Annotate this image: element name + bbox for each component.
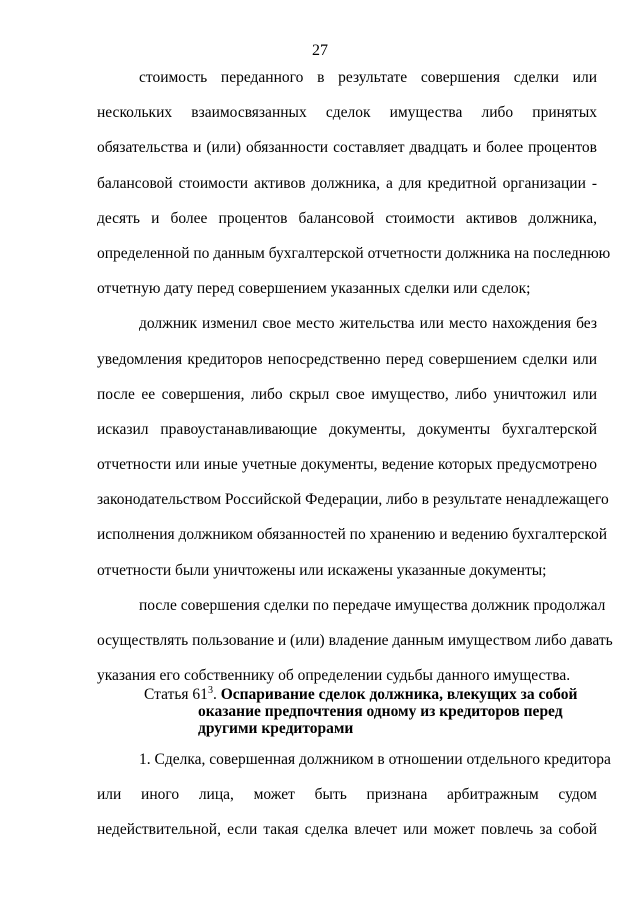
text-line: десять и более процентов балансовой стоимости активов должника, [97,209,597,227]
text-line: указания его собственнику об определении судьбы данного имущества. [97,667,571,685]
text-line: уведомления кредиторов непосредственно перед совершением сделки или [97,350,597,368]
article-label-superscript: 3 [207,685,213,696]
text-line: законодательством Российской Федерации, либо в результате ненадлежащего [97,491,609,509]
document-body-top [97,60,613,693]
text-line: балансовой стоимости активов должника, а для кредитной организации - [97,174,597,192]
text-line: отчетности были уничтожены или искажены указанные документы; [97,561,547,579]
page-number: 27 [312,42,328,59]
text-line: или иного лица, может быть признана арбитражным судом [97,786,597,804]
text-line: стоимость переданного в результате совершения сделки или [139,69,597,86]
text-line: после совершения сделки по передаче имущества должник продолжал [139,596,606,614]
article-heading-line [144,686,604,703]
article-heading [144,686,604,737]
text-line: отчетности или иные учетные документы, ведение которых предусмотрено [97,456,597,474]
paragraph [97,306,609,588]
article-title-line: другими кредиторами [198,720,354,737]
text-line: отчетную дату перед совершением указанных сделки или сделок; [97,280,531,298]
document-body-bottom [97,742,611,848]
article-title-line: Оспаривание сделок должника, влекущих за собой [220,686,578,703]
text-line: исполнения должником обязанностей по хранению и ведению бухгалтерской [97,526,608,544]
text-line: после ее совершения, либо скрыл свое имущество, либо уничтожил или [97,385,597,403]
text-line: должник изменил свое место жительства или место нахождения без [139,315,597,333]
text-line: осуществлять пользование и (или) владение данным имуществом либо давать [97,632,613,649]
text-line: исказил правоустанавливающие документы, документы бухгалтерской [97,420,597,438]
paragraph [97,588,613,694]
text-line: недействительной, если такая сделка влечет или может повлечь за собой [97,821,597,839]
text-line: 1. Сделка, совершенная должником в отношении отдельного кредитора [139,751,611,768]
paragraph [97,742,611,848]
paragraph [97,60,611,306]
text-line: определенной по данным бухгалтерской отчетности должника на последнюю [97,244,611,262]
text-line: обязательства и (или) обязанности составляет двадцать и более процентов [97,139,597,157]
text-line: нескольких взаимосвязанных сделок имущества либо принятых [97,104,597,122]
article-title-line: оказание предпочтения одному из кредиторов перед [198,703,563,720]
article-label: Статья $61^3$. [144,685,221,703]
